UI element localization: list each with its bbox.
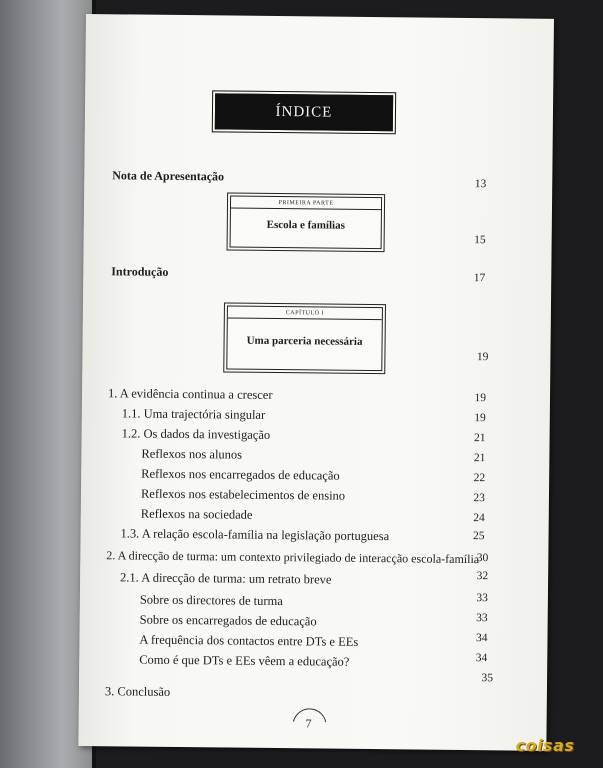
toc-page-1: 19 <box>474 392 487 405</box>
toc-entry-nota: Nota de Apresentação <box>112 168 225 184</box>
toc-page-nota: 13 <box>474 178 487 191</box>
toc-page-2-1: 32 <box>476 570 489 583</box>
toc-page-1-2: 21 <box>474 432 486 445</box>
toc-page-reflexos-alunos: 21 <box>473 452 486 465</box>
watermark-logo: coisas <box>515 735 575 755</box>
toc-page-1-3: 25 <box>472 530 485 543</box>
toc-page-frequencia: 34 <box>475 632 488 645</box>
toc-entry-frequencia: A frequência dos contactos entre DTs e EEs <box>139 632 359 649</box>
toc-page-introducao: 17 <box>473 272 486 285</box>
toc-page-como: 34 <box>475 652 488 665</box>
toc-page-part: 15 <box>474 234 486 247</box>
toc-page-encarregados: 33 <box>476 612 488 625</box>
part-box <box>230 196 383 250</box>
toc-page-reflexos-sociedade: 24 <box>473 512 485 525</box>
toc-entry-encarregados: Sobre os encarregados de educação <box>139 612 317 629</box>
page-number: 7 <box>305 716 312 731</box>
chapter-box <box>226 305 383 371</box>
toc-entry-1-3: 1.3. A relação escola-família na legislação portuguesa <box>120 526 390 544</box>
toc-entry-1: 1. A evidência continua a crescer <box>107 386 273 402</box>
toc-entry-1-1: 1.1. Uma trajectória singular <box>121 406 266 422</box>
toc-page-chapter: 19 <box>476 351 489 364</box>
chapter-name: Uma parceria necessária <box>246 334 363 348</box>
toc-page-2: 30 <box>476 552 489 565</box>
toc-entry-3: 3. Conclusão <box>104 684 171 699</box>
toc-page-reflexos-estabelecimentos: 23 <box>473 492 486 505</box>
toc-page-3: 35 <box>481 672 494 685</box>
toc-entry-como: Como é que DTs e EEs vêem a educação? <box>139 652 350 669</box>
toc-entry-reflexos-encarregados: Reflexos nos encarregados de educação <box>141 466 340 483</box>
toc-entry-reflexos-sociedade: Reflexos na sociedade <box>140 506 253 522</box>
index-title: ÍNDICE <box>215 93 393 131</box>
part-label: PRIMEIRA PARTE <box>231 197 381 211</box>
book-page <box>78 14 554 751</box>
toc-page-reflexos-encarregados: 22 <box>473 472 486 485</box>
toc-entry-reflexos-alunos: Reflexos nos alunos <box>141 446 243 462</box>
toc-page-1-1: 19 <box>474 412 486 425</box>
toc-page-directores: 33 <box>476 592 488 605</box>
chapter-label: CAPÍTULO I <box>228 307 382 321</box>
toc-entry-1-2: 1.2. Os dados da investigação <box>121 426 271 442</box>
toc-entry-2: 2. A direcção de turma: um contexto privilegiado de interacção escola-família <box>106 548 480 567</box>
toc-entry-reflexos-estabelecimentos: Reflexos nos estabelecimentos de ensino <box>140 486 346 503</box>
toc-entry-2-1: 2.1. A direcção de turma: um retrato breve <box>120 570 332 587</box>
toc-entry-introducao: Introdução <box>111 264 169 279</box>
part-name: Escola e famílias <box>266 218 345 232</box>
toc-entry-directores: Sobre os directores de turma <box>139 592 283 609</box>
